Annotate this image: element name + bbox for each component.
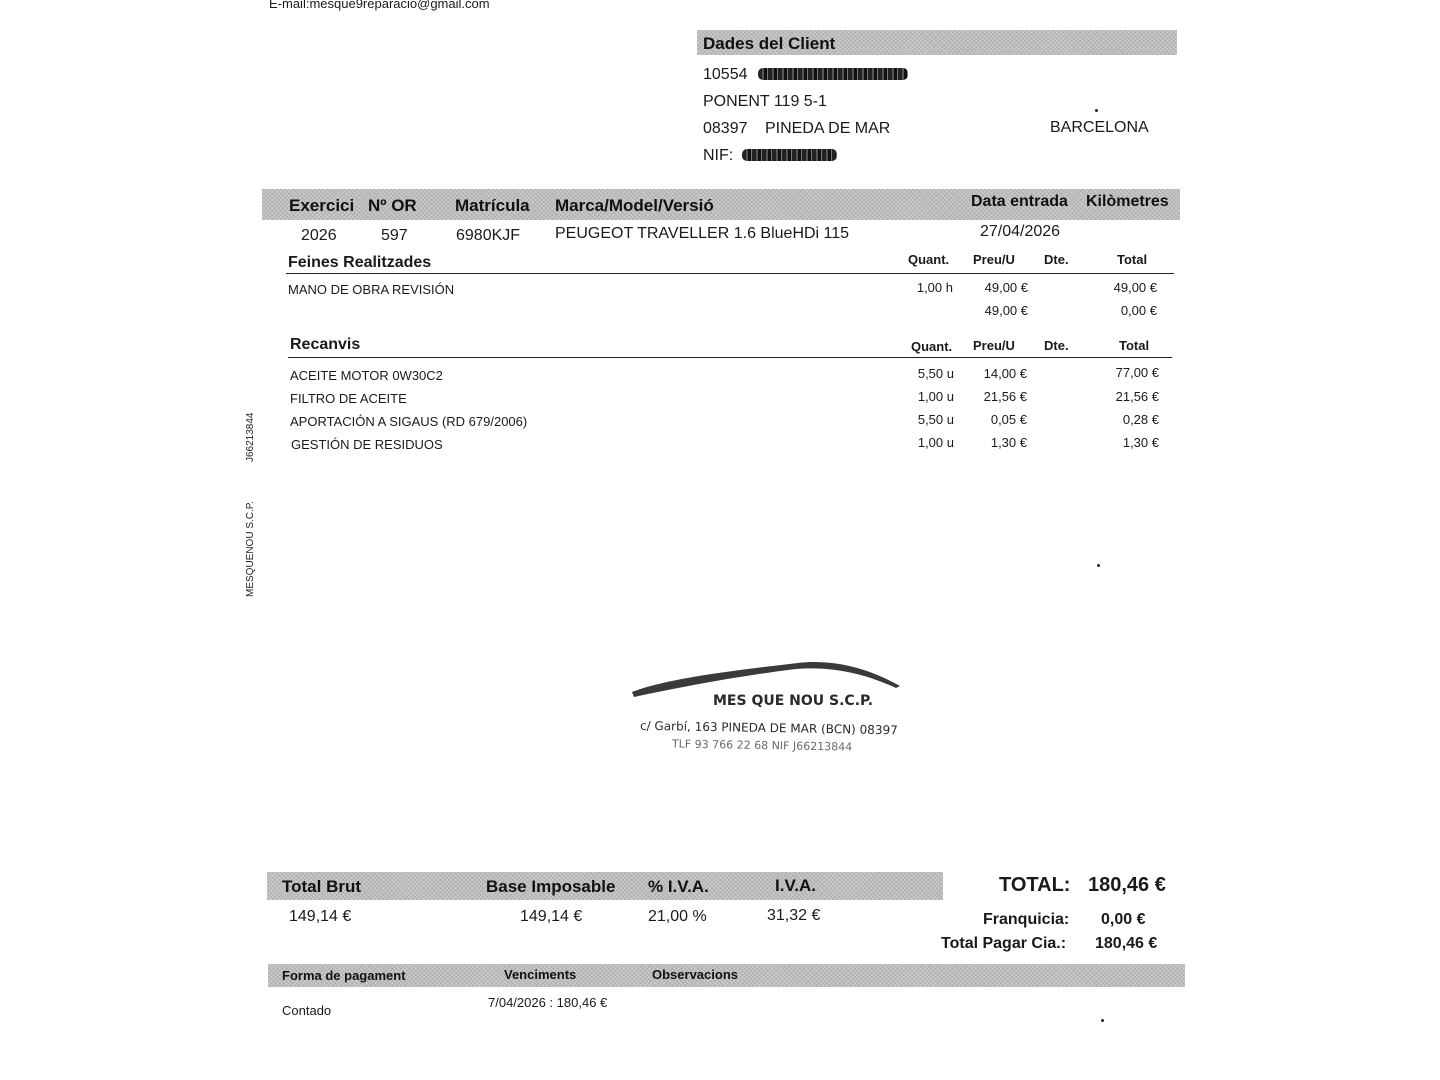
side-company-nif: J66213844 [245,412,256,462]
recanvis-rule [288,357,1172,358]
email-text: E-mail:mesque9reparacio@gmail.com [269,0,490,11]
recanvis-row-quant: 1,00 u [917,389,954,404]
stamp-phone-nif: TLF 93 766 22 68 NIF J66213844 [671,737,853,754]
value-total-brut: 149,14 € [289,908,352,925]
col-venciments: Venciments [504,967,577,982]
recanvis-title: Recanvis [290,336,361,353]
col-total-brut: Total Brut [282,877,362,896]
recanvis-col-dte: Dte. [1044,338,1069,353]
franquicia-value: 0,00 € [1101,911,1146,928]
client-address: PONENT 119 5-1 [703,93,827,110]
col-marca: Marca/Model/Versió [555,196,714,215]
total-pagar-value: 180,46 € [1095,935,1158,952]
feines-col-dte: Dte. [1044,252,1069,267]
vehicle-exercici: 2026 [301,227,337,244]
client-postal-code: 08397 [703,120,748,137]
recanvis-row-quant: 5,50 u [917,412,954,427]
client-name-redaction [758,68,908,80]
recanvis-row-preu: 21,56 € [983,389,1027,404]
recanvis-row-total: 21,56 € [1115,389,1159,404]
recanvis-row-quant: 5,50 u [917,366,954,381]
value-base-imposable: 149,14 € [520,908,583,925]
total-label: TOTAL: [999,874,1071,896]
recanvis-row-quant: 1,00 u [917,435,954,450]
feines-row-desc: MANO DE OBRA REVISIÓN [288,282,455,297]
vehicle-matricula: 6980KJF [456,227,521,244]
feines-row-quant: 1,00 h [916,280,953,295]
feines-title: Feines Realitzades [288,254,432,271]
client-nif-redaction [742,149,837,161]
recanvis-row-preu: 0,05 € [990,412,1027,427]
col-observacions: Observacions [652,967,738,982]
stamp-address: c/ Garbí, 163 PINEDA DE MAR (BCN) 08397 [639,718,898,738]
stamp-company-name: MES QUE NOU S.C.P. [713,693,874,709]
recanvis-row-total: 0,28 € [1122,412,1159,427]
payment-forma: Contado [282,1003,332,1018]
col-nor: Nº OR [368,196,417,215]
recanvis-row-preu: 1,30 € [990,435,1027,450]
total-pagar-label: Total Pagar Cia.: [941,935,1067,952]
payment-venciment: 7/04/2026 : 180,46 € [488,995,608,1010]
recanvis-col-preu: Preu/U [973,338,1015,353]
recanvis-row-total: 1,30 € [1122,435,1159,450]
feines-subtotal-preu: 49,00 € [984,303,1028,318]
total-value: 180,46 € [1088,874,1166,896]
feines-row-total: 49,00 € [1113,280,1157,295]
client-province: BARCELONA [1050,119,1149,136]
scan-dot [1101,1019,1104,1022]
vehicle-marca: PEUGEOT TRAVELLER 1.6 BlueHDi 115 [555,225,850,242]
col-exercici: Exercici [289,196,355,215]
feines-subtotal-total: 0,00 € [1120,303,1157,318]
feines-rule [286,273,1174,274]
value-iva: 31,32 € [767,907,821,924]
scan-dot [1097,564,1100,567]
col-pct-iva: % I.V.A. [648,877,709,896]
client-code: 10554 [703,66,748,83]
feines-row-preu: 49,00 € [984,280,1028,295]
recanvis-row-desc: ACEITE MOTOR 0W30C2 [290,368,443,383]
vehicle-nor: 597 [381,227,408,244]
client-nif-label: NIF: [703,147,734,164]
feines-col-total: Total [1117,252,1148,267]
value-pct-iva: 21,00 % [648,908,707,925]
franquicia-label: Franquicia: [983,911,1070,928]
client-section-title: Dades del Client [703,34,836,53]
col-data-entrada: Data entrada [971,193,1068,210]
recanvis-col-total: Total [1119,338,1150,353]
side-company-name: MESQUENOU S.C.P. [245,501,256,597]
recanvis-row-desc: FILTRO DE ACEITE [290,391,407,406]
feines-col-quant: Quant. [908,252,950,267]
recanvis-row-desc: APORTACIÓN A SIGAUS (RD 679/2006) [290,414,528,429]
recanvis-col-quant: Quant. [911,339,953,354]
col-kilometres: Kilòmetres [1086,193,1169,210]
recanvis-row-preu: 14,00 € [983,366,1027,381]
recanvis-row-total: 77,00 € [1115,365,1159,380]
scan-dot [1095,109,1098,112]
col-forma-pagament: Forma de pagament [282,968,406,983]
col-base-imposable: Base Imposable [486,877,616,896]
vehicle-data-entrada: 27/04/2026 [980,223,1061,240]
feines-col-preu: Preu/U [973,252,1015,267]
col-iva: I.V.A. [775,876,816,895]
client-city: PINEDA DE MAR [765,120,891,137]
col-matricula: Matrícula [455,196,530,215]
recanvis-row-desc: GESTIÓN DE RESIDUOS [291,437,443,452]
